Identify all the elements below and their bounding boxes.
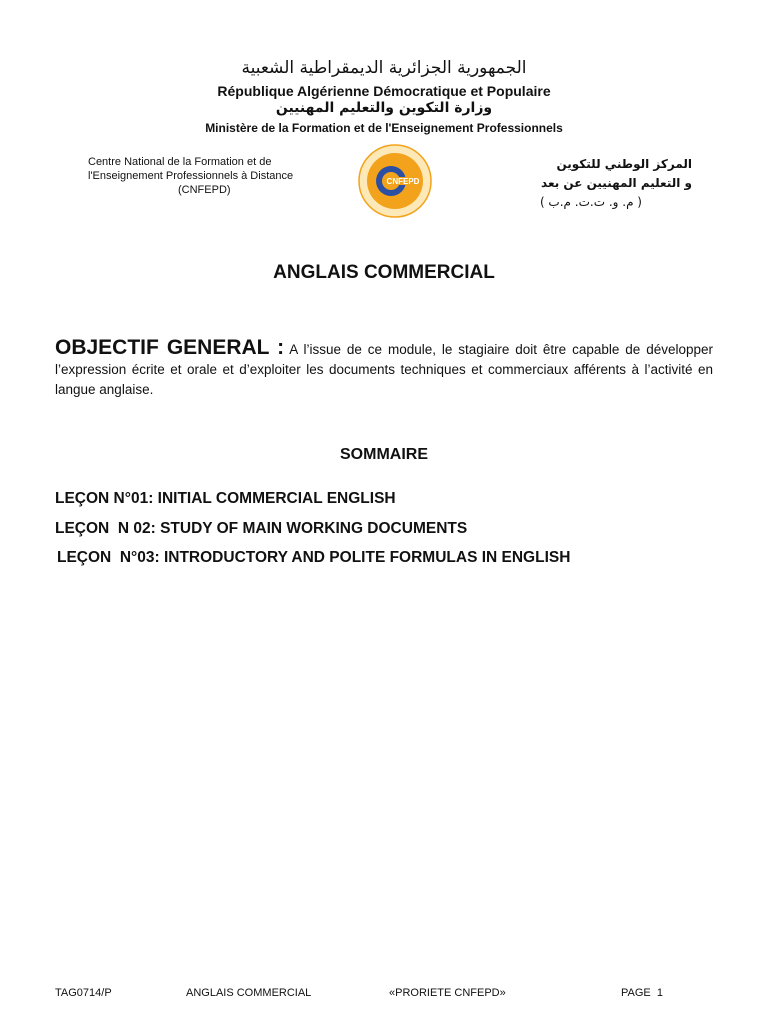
institution-french xyxy=(88,155,328,197)
cnfepd-logo-icon xyxy=(357,143,433,219)
objective-paragraph xyxy=(55,338,713,400)
header-french-republic: République Algérienne Démocratique et Populaire xyxy=(217,83,551,99)
header-french-ministry: Ministère de la Formation et de l'Enseignement Professionnels xyxy=(205,121,563,135)
footer-code: TAG0714/P xyxy=(55,987,112,999)
institution-arabic-line1: المركز الوطني للتكوين xyxy=(556,157,692,171)
footer-property: «PRORIETE CNFEPD» xyxy=(389,987,506,999)
institution-arabic-line3: ( م. و. ت.ت. م.ب ) xyxy=(539,195,642,209)
institution-arabic-line2: و التعليم المهنيين عن بعد xyxy=(541,176,692,190)
institution-french-line3: (CNFEPD) xyxy=(178,184,231,196)
lesson-2: LEÇON N 02: STUDY OF MAIN WORKING DOCUMENTS xyxy=(55,520,468,537)
objective-text: A l’issue de ce module, le stagiaire doit être capable de développer l’expression écrite et orale et d’exploiter les documents techniques et commerciaux afférents à l’activité en langue anglaise. xyxy=(55,342,713,397)
footer-page: PAGE 1 xyxy=(621,987,663,999)
document-title: ANGLAIS COMMERCIAL xyxy=(273,262,495,283)
logo-text: CNFEPD xyxy=(386,177,420,186)
objective-label: OBJECTIF GENERAL : xyxy=(55,336,285,359)
lesson-1: LEÇON N°01: INITIAL COMMERCIAL ENGLISH xyxy=(55,490,396,507)
institution-french-line2: l'Enseignement Professionnels à Distance xyxy=(88,170,294,182)
lesson-3: LEÇON N°03: INTRODUCTORY AND POLITE FORMULAS IN ENGLISH xyxy=(57,549,571,566)
institution-french-line1: Centre National de la Formation et de xyxy=(88,156,272,168)
header-arabic-ministry: وزارة التكوين والتعليم المهنيين xyxy=(275,100,493,116)
institution-arabic xyxy=(462,155,692,212)
footer-module: ANGLAIS COMMERCIAL xyxy=(186,987,312,999)
summary-heading: SOMMAIRE xyxy=(340,446,428,463)
header-arabic-republic: الجمهورية الجزائرية الديمقراطية الشعبية xyxy=(241,58,527,78)
